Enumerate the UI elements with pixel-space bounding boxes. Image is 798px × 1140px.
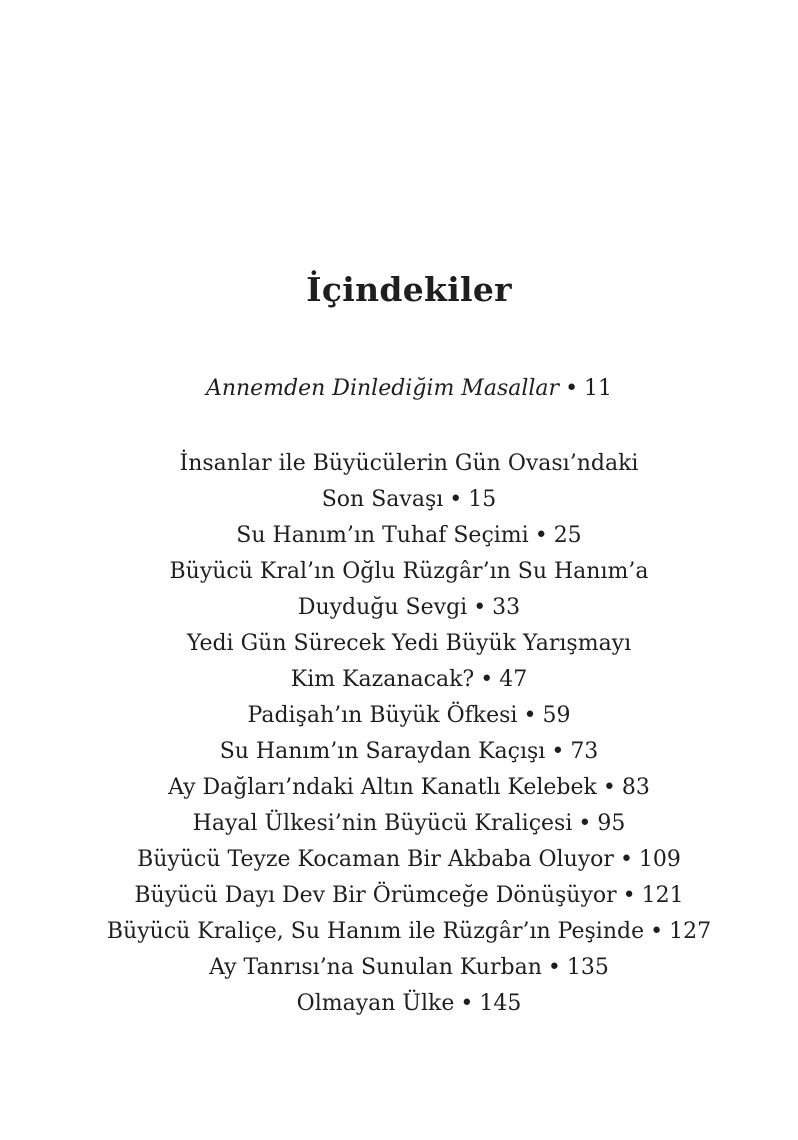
- toc-bullet: •: [602, 775, 616, 800]
- toc-entry-title: Son Savaşı: [321, 487, 444, 512]
- toc-entry-page: 109: [638, 847, 681, 872]
- toc-entry-page: 25: [553, 523, 582, 548]
- toc-entry: [0, 878, 798, 914]
- toc-bullet: •: [578, 811, 592, 836]
- toc-bullet: •: [460, 991, 474, 1016]
- toc-entry: [0, 986, 798, 1022]
- toc-entry-page: 121: [641, 883, 684, 908]
- toc-bullet: •: [449, 487, 463, 512]
- toc-entry-title: Hayal Ülkesi’nin Büyücü Kraliçesi: [192, 811, 573, 836]
- toc-entry-title: Su Hanım’ın Saraydan Kaçışı: [219, 739, 546, 764]
- toc-entry: [0, 914, 798, 950]
- toc-bullet: •: [534, 523, 548, 548]
- toc-entry-title: Su Hanım’ın Tuhaf Seçimi: [236, 523, 529, 548]
- table-of-contents: [0, 446, 798, 1022]
- toc-entry-title: Yedi Gün Sürecek Yedi Büyük Yarışmayı: [186, 631, 632, 656]
- toc-bullet: •: [650, 919, 664, 944]
- intro-entry: [0, 372, 798, 406]
- toc-bullet: •: [619, 847, 633, 872]
- toc-entry-page: 73: [570, 739, 599, 764]
- toc-bullet: •: [547, 955, 561, 980]
- toc-entry-page: 47: [499, 667, 528, 692]
- toc-entry-page: 59: [542, 703, 571, 728]
- toc-entry: [0, 770, 798, 806]
- toc-entry-title: Ay Tanrısı’na Sunulan Kurban: [209, 955, 542, 980]
- toc-entry-page: 135: [566, 955, 609, 980]
- toc-entry-page: 127: [669, 919, 712, 944]
- toc-entry-title: Büyücü Dayı Dev Bir Örümceğe Dönüşüyor: [134, 883, 617, 908]
- toc-entry-title: Büyücü Teyze Kocaman Bir Akbaba Oluyor: [137, 847, 614, 872]
- toc-entry-title: Padişah’ın Büyük Öfkesi: [247, 703, 518, 728]
- toc-entry-page: 145: [479, 991, 522, 1016]
- toc-entry: [0, 554, 798, 590]
- toc-entry-page: 15: [468, 487, 497, 512]
- toc-entry-title: Olmayan Ülke: [296, 991, 455, 1016]
- toc-bullet: •: [473, 595, 487, 620]
- toc-entry-title: Büyücü Kraliçe, Su Hanım ile Rüzgâr’ın Peşinde: [106, 919, 645, 944]
- toc-entry: [0, 698, 798, 734]
- toc-entry-title: İnsanlar ile Büyücülerin Gün Ovası’ndaki: [179, 451, 639, 476]
- toc-entry: [0, 734, 798, 770]
- intro-bullet: •: [565, 376, 579, 401]
- page-title: İçindekiler: [306, 270, 512, 309]
- toc-entry: [0, 518, 798, 554]
- toc-entry-title: Duyduğu Sevgi: [297, 595, 468, 620]
- toc-entry: [0, 842, 798, 878]
- toc-entry-page: 33: [492, 595, 521, 620]
- intro-entry-title: Annemden Dinlediğim Masallar: [205, 376, 560, 401]
- toc-entry-title: Büyücü Kral’ın Oğlu Rüzgâr’ın Su Hanım’a: [169, 559, 649, 584]
- intro-entry-page: 11: [584, 376, 613, 401]
- toc-entry-title: Ay Dağları’ndaki Altın Kanatlı Kelebek: [168, 775, 597, 800]
- toc-bullet: •: [551, 739, 565, 764]
- toc-bullet: •: [523, 703, 537, 728]
- toc-entry: [0, 590, 798, 626]
- toc-entry-page: 95: [597, 811, 626, 836]
- toc-entry: [0, 626, 798, 662]
- toc-entry: [0, 806, 798, 842]
- toc-entry-page: 83: [621, 775, 650, 800]
- toc-bullet: •: [480, 667, 494, 692]
- toc-entry-title: Kim Kazanacak?: [290, 667, 475, 692]
- toc-bullet: •: [622, 883, 636, 908]
- toc-entry: [0, 482, 798, 518]
- toc-entry: [0, 950, 798, 986]
- toc-entry: [0, 446, 798, 482]
- toc-entry: [0, 662, 798, 698]
